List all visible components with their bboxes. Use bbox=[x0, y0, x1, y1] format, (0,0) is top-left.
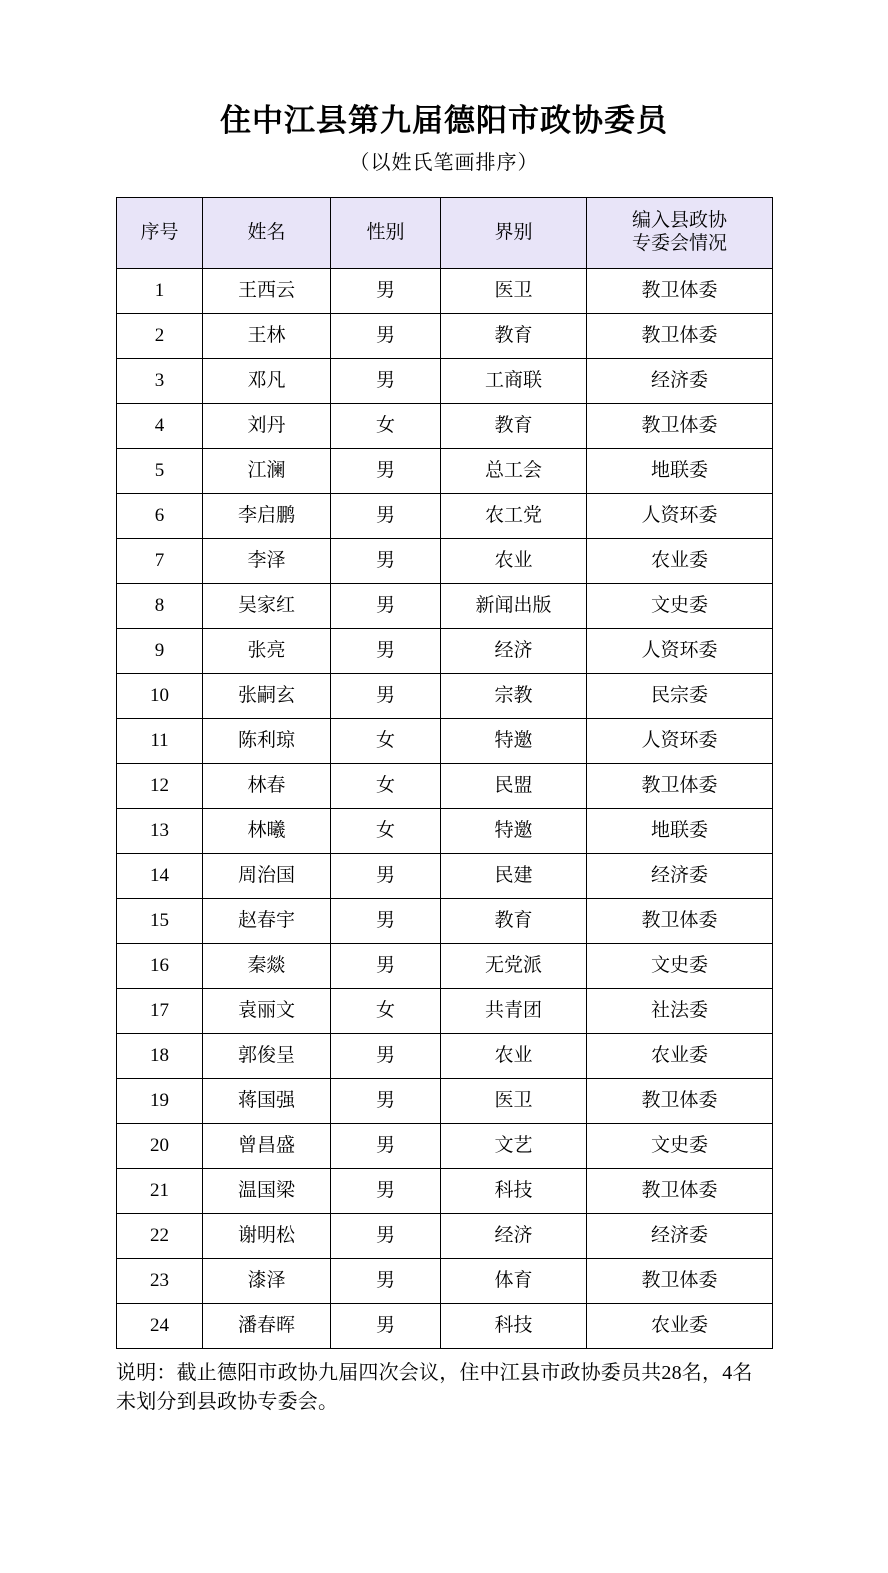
cell-name: 蒋国强 bbox=[203, 1079, 331, 1124]
cell-index: 22 bbox=[117, 1214, 203, 1259]
cell-name: 赵春宇 bbox=[203, 899, 331, 944]
cell-index: 12 bbox=[117, 764, 203, 809]
cell-name: 江澜 bbox=[203, 449, 331, 494]
cell-name: 刘丹 bbox=[203, 404, 331, 449]
cell-gender: 女 bbox=[331, 719, 441, 764]
cell-committee: 文史委 bbox=[587, 944, 773, 989]
cell-committee: 地联委 bbox=[587, 809, 773, 854]
cell-name: 王林 bbox=[203, 314, 331, 359]
cell-sector: 共青团 bbox=[441, 989, 587, 1034]
cell-sector: 医卫 bbox=[441, 1079, 587, 1124]
cell-gender: 男 bbox=[331, 1214, 441, 1259]
cell-name: 王西云 bbox=[203, 269, 331, 314]
cell-committee: 教卫体委 bbox=[587, 1259, 773, 1304]
table-row bbox=[117, 1034, 773, 1079]
cell-committee: 文史委 bbox=[587, 584, 773, 629]
column-header-index: 序号 bbox=[117, 198, 203, 269]
cell-index: 19 bbox=[117, 1079, 203, 1124]
column-header-committee-line2: 专委会情况 bbox=[631, 233, 727, 255]
table-row bbox=[117, 1259, 773, 1304]
table-row bbox=[117, 674, 773, 719]
cell-name: 谢明松 bbox=[203, 1214, 331, 1259]
cell-sector: 教育 bbox=[441, 404, 587, 449]
cell-index: 8 bbox=[117, 584, 203, 629]
cell-index: 21 bbox=[117, 1169, 203, 1214]
table-row bbox=[117, 494, 773, 539]
table-row bbox=[117, 449, 773, 494]
cell-index: 2 bbox=[117, 314, 203, 359]
cell-gender: 男 bbox=[331, 629, 441, 674]
cell-committee: 教卫体委 bbox=[587, 1079, 773, 1124]
cell-index: 20 bbox=[117, 1124, 203, 1169]
cell-name: 陈利琼 bbox=[203, 719, 331, 764]
cell-committee: 教卫体委 bbox=[587, 764, 773, 809]
cell-committee: 农业委 bbox=[587, 1034, 773, 1079]
cell-index: 3 bbox=[117, 359, 203, 404]
cell-name: 吴家红 bbox=[203, 584, 331, 629]
cell-index: 6 bbox=[117, 494, 203, 539]
cell-gender: 女 bbox=[331, 989, 441, 1034]
cell-committee: 农业委 bbox=[587, 1304, 773, 1349]
cell-gender: 男 bbox=[331, 1259, 441, 1304]
cell-name: 曾昌盛 bbox=[203, 1124, 331, 1169]
cell-committee: 教卫体委 bbox=[587, 314, 773, 359]
table-container bbox=[116, 197, 772, 1349]
cell-index: 15 bbox=[117, 899, 203, 944]
table-row bbox=[117, 1169, 773, 1214]
cell-sector: 宗教 bbox=[441, 674, 587, 719]
cell-sector: 无党派 bbox=[441, 944, 587, 989]
cell-sector: 新闻出版 bbox=[441, 584, 587, 629]
cell-sector: 经济 bbox=[441, 1214, 587, 1259]
cell-index: 4 bbox=[117, 404, 203, 449]
cell-gender: 男 bbox=[331, 944, 441, 989]
cell-committee: 经济委 bbox=[587, 854, 773, 899]
cell-committee: 人资环委 bbox=[587, 719, 773, 764]
cell-name: 林春 bbox=[203, 764, 331, 809]
cell-sector: 民建 bbox=[441, 854, 587, 899]
cell-sector: 民盟 bbox=[441, 764, 587, 809]
cell-committee: 经济委 bbox=[587, 359, 773, 404]
cell-committee: 教卫体委 bbox=[587, 1169, 773, 1214]
cell-index: 23 bbox=[117, 1259, 203, 1304]
cell-committee: 教卫体委 bbox=[587, 899, 773, 944]
cell-gender: 女 bbox=[331, 764, 441, 809]
cell-sector: 农业 bbox=[441, 539, 587, 584]
cell-committee: 教卫体委 bbox=[587, 404, 773, 449]
table-note: 说明：截止德阳市政协九届四次会议，住中江县市政协委员共28名，4名未划分到县政协专委会。 bbox=[116, 1362, 753, 1414]
cell-index: 16 bbox=[117, 944, 203, 989]
table-row bbox=[117, 809, 773, 854]
cell-index: 18 bbox=[117, 1034, 203, 1079]
cell-gender: 男 bbox=[331, 539, 441, 584]
cell-index: 9 bbox=[117, 629, 203, 674]
table-row bbox=[117, 1079, 773, 1124]
cell-name: 秦燚 bbox=[203, 944, 331, 989]
table-row bbox=[117, 269, 773, 314]
cell-gender: 男 bbox=[331, 359, 441, 404]
table-row bbox=[117, 764, 773, 809]
table-row bbox=[117, 539, 773, 584]
cell-name: 袁丽文 bbox=[203, 989, 331, 1034]
cell-index: 24 bbox=[117, 1304, 203, 1349]
cell-sector: 总工会 bbox=[441, 449, 587, 494]
cell-name: 漆泽 bbox=[203, 1259, 331, 1304]
cell-gender: 男 bbox=[331, 449, 441, 494]
cell-name: 李启鹏 bbox=[203, 494, 331, 539]
cell-index: 7 bbox=[117, 539, 203, 584]
cell-committee: 社法委 bbox=[587, 989, 773, 1034]
cell-gender: 男 bbox=[331, 1034, 441, 1079]
table-row bbox=[117, 584, 773, 629]
cell-index: 14 bbox=[117, 854, 203, 899]
members-table bbox=[116, 197, 773, 1349]
cell-committee: 地联委 bbox=[587, 449, 773, 494]
cell-name: 林曦 bbox=[203, 809, 331, 854]
cell-sector: 文艺 bbox=[441, 1124, 587, 1169]
cell-gender: 男 bbox=[331, 1124, 441, 1169]
cell-gender: 女 bbox=[331, 809, 441, 854]
table-row bbox=[117, 989, 773, 1034]
column-header-gender: 性别 bbox=[331, 198, 441, 269]
cell-index: 11 bbox=[117, 719, 203, 764]
cell-index: 1 bbox=[117, 269, 203, 314]
cell-sector: 特邀 bbox=[441, 719, 587, 764]
table-row bbox=[117, 899, 773, 944]
cell-sector: 体育 bbox=[441, 1259, 587, 1304]
cell-name: 潘春晖 bbox=[203, 1304, 331, 1349]
table-row bbox=[117, 854, 773, 899]
cell-gender: 男 bbox=[331, 494, 441, 539]
cell-sector: 农工党 bbox=[441, 494, 587, 539]
cell-name: 邓凡 bbox=[203, 359, 331, 404]
cell-gender: 男 bbox=[331, 899, 441, 944]
cell-name: 李泽 bbox=[203, 539, 331, 584]
table-row bbox=[117, 719, 773, 764]
cell-gender: 男 bbox=[331, 269, 441, 314]
cell-sector: 特邀 bbox=[441, 809, 587, 854]
title-block bbox=[0, 0, 888, 175]
cell-gender: 男 bbox=[331, 1169, 441, 1214]
cell-committee: 人资环委 bbox=[587, 494, 773, 539]
cell-sector: 科技 bbox=[441, 1304, 587, 1349]
table-row bbox=[117, 944, 773, 989]
table-row bbox=[117, 314, 773, 359]
cell-committee: 文史委 bbox=[587, 1124, 773, 1169]
cell-sector: 经济 bbox=[441, 629, 587, 674]
table-row bbox=[117, 359, 773, 404]
table-row bbox=[117, 1214, 773, 1259]
cell-name: 周治国 bbox=[203, 854, 331, 899]
cell-name: 郭俊呈 bbox=[203, 1034, 331, 1079]
cell-gender: 女 bbox=[331, 404, 441, 449]
table-row bbox=[117, 1304, 773, 1349]
column-header-committee bbox=[587, 198, 773, 269]
cell-committee: 农业委 bbox=[587, 539, 773, 584]
cell-committee: 教卫体委 bbox=[587, 269, 773, 314]
cell-gender: 男 bbox=[331, 674, 441, 719]
cell-gender: 男 bbox=[331, 314, 441, 359]
cell-sector: 科技 bbox=[441, 1169, 587, 1214]
cell-sector: 教育 bbox=[441, 314, 587, 359]
cell-gender: 男 bbox=[331, 1079, 441, 1124]
cell-index: 17 bbox=[117, 989, 203, 1034]
cell-gender: 男 bbox=[331, 584, 441, 629]
cell-committee: 人资环委 bbox=[587, 629, 773, 674]
table-row bbox=[117, 629, 773, 674]
table-row bbox=[117, 1124, 773, 1169]
cell-gender: 男 bbox=[331, 1304, 441, 1349]
cell-committee: 经济委 bbox=[587, 1214, 773, 1259]
column-header-committee-line1: 编入县政协 bbox=[631, 210, 727, 232]
cell-sector: 医卫 bbox=[441, 269, 587, 314]
cell-name: 张嗣玄 bbox=[203, 674, 331, 719]
cell-sector: 工商联 bbox=[441, 359, 587, 404]
column-header-sector: 界别 bbox=[441, 198, 587, 269]
page-title: 住中江县第九届德阳市政协委员 bbox=[220, 103, 668, 138]
cell-index: 5 bbox=[117, 449, 203, 494]
table-body bbox=[117, 269, 773, 1349]
table-header-row bbox=[117, 198, 773, 269]
cell-committee: 民宗委 bbox=[587, 674, 773, 719]
cell-sector: 农业 bbox=[441, 1034, 587, 1079]
page-subtitle: （以姓氏笔画排序） bbox=[349, 152, 539, 175]
cell-index: 13 bbox=[117, 809, 203, 854]
cell-name: 温国梁 bbox=[203, 1169, 331, 1214]
cell-gender: 男 bbox=[331, 854, 441, 899]
column-header-name: 姓名 bbox=[203, 198, 331, 269]
cell-sector: 教育 bbox=[441, 899, 587, 944]
cell-name: 张亮 bbox=[203, 629, 331, 674]
table-row bbox=[117, 404, 773, 449]
table-header bbox=[117, 198, 773, 269]
cell-index: 10 bbox=[117, 674, 203, 719]
